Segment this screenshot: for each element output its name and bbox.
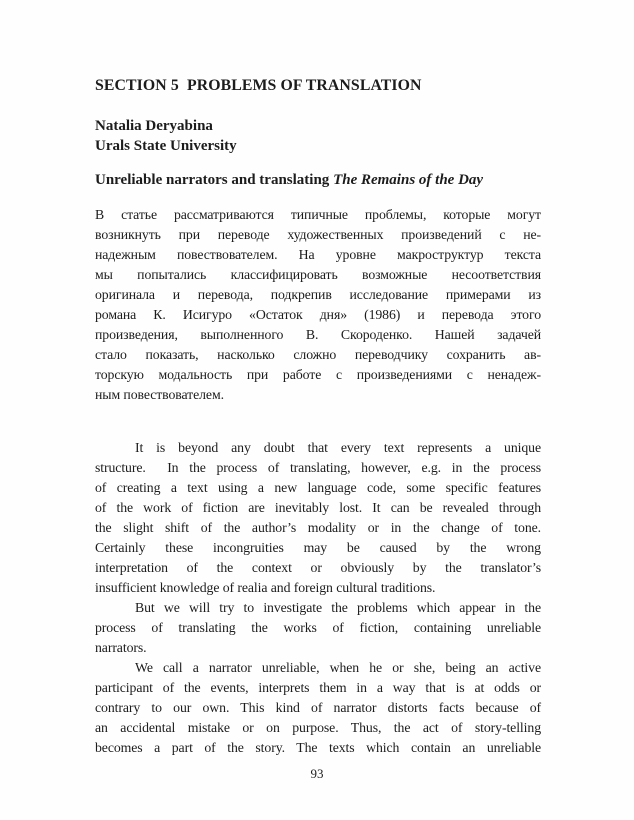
abstract-line: романа К. Исигуро «Остаток дня» (1986) и перевода этого xyxy=(95,307,541,322)
abstract-line: возникнуть при переводе художественных произведений с не- xyxy=(95,227,541,242)
body-line: Certainly these incongruities may be caused by the wrong xyxy=(95,540,541,555)
body-line: becomes a part of the story. The texts which contain an unreliable xyxy=(95,740,541,755)
author-name: Natalia Deryabina xyxy=(95,118,213,134)
body-line: We call a narrator unreliable, when he or she, being an active xyxy=(135,660,541,675)
body-line: participant of the events, interprets them in a way that is at odds or xyxy=(95,680,541,695)
paragraph-1 xyxy=(95,438,541,598)
abstract-line: В статье рассматриваются типичные проблемы, которые могут xyxy=(95,207,541,222)
author-affiliation: Urals State University xyxy=(95,138,237,154)
abstract-line: торскую модальность при работе с произведениями с ненадеж- xyxy=(95,367,541,382)
body-line: of creating a text using a new language code, some specific features xyxy=(95,480,541,495)
section-heading: SECTION 5 PROBLEMS OF TRANSLATION xyxy=(95,77,422,94)
body-line: an accidental mistake or on purpose. Thus, the act of story-telling xyxy=(95,720,541,735)
abstract-line: мы попытались классифицировать возможные несоответствия xyxy=(95,267,541,282)
body-line: of the work of fiction are inevitably lost. It can be revealed through xyxy=(95,500,541,515)
abstract-line: стало показать, насколько сложно переводчику сохранить ав- xyxy=(95,347,541,362)
article-title xyxy=(95,170,541,190)
body-line: It is beyond any doubt that every text represents a unique xyxy=(135,440,541,455)
body-line: interpretation of the context or obviously by the translator’s xyxy=(95,560,541,575)
abstract-line: надежным повествователем. На уровне макроструктур текста xyxy=(95,247,541,262)
abstract-line: ным повествователем. xyxy=(95,387,224,402)
page-number: 93 xyxy=(310,766,324,781)
abstract-russian xyxy=(95,205,541,405)
abstract-line: произведения, выполненного В. Скороденко. Нашей задачей xyxy=(95,327,541,342)
body-text xyxy=(95,438,541,758)
body-line: narrators. xyxy=(95,640,147,655)
paragraph-2 xyxy=(95,598,541,658)
paragraph-3 xyxy=(95,658,541,758)
document-page-content xyxy=(95,76,541,758)
body-line: the slight shift of the author’s modality or in the change of tone. xyxy=(95,520,541,535)
body-line: process of translating the works of fiction, containing unreliable xyxy=(95,620,541,635)
article-title-book-name: The Remains of the Day xyxy=(333,172,484,188)
author-block xyxy=(95,116,541,156)
body-line: contrary to our own. This kind of narrator distorts facts because of xyxy=(95,700,541,715)
body-line: insufficient knowledge of realia and foreign cultural traditions. xyxy=(95,580,436,595)
body-line: But we will try to investigate the problems which appear in the xyxy=(135,600,541,615)
abstract-line: оригинала и перевода, подкрепив исследование примерами из xyxy=(95,287,541,302)
article-title-text: Unreliable narrators and translating xyxy=(95,172,334,188)
body-line: structure. In the process of translating, however, e.g. in the process xyxy=(95,460,541,475)
